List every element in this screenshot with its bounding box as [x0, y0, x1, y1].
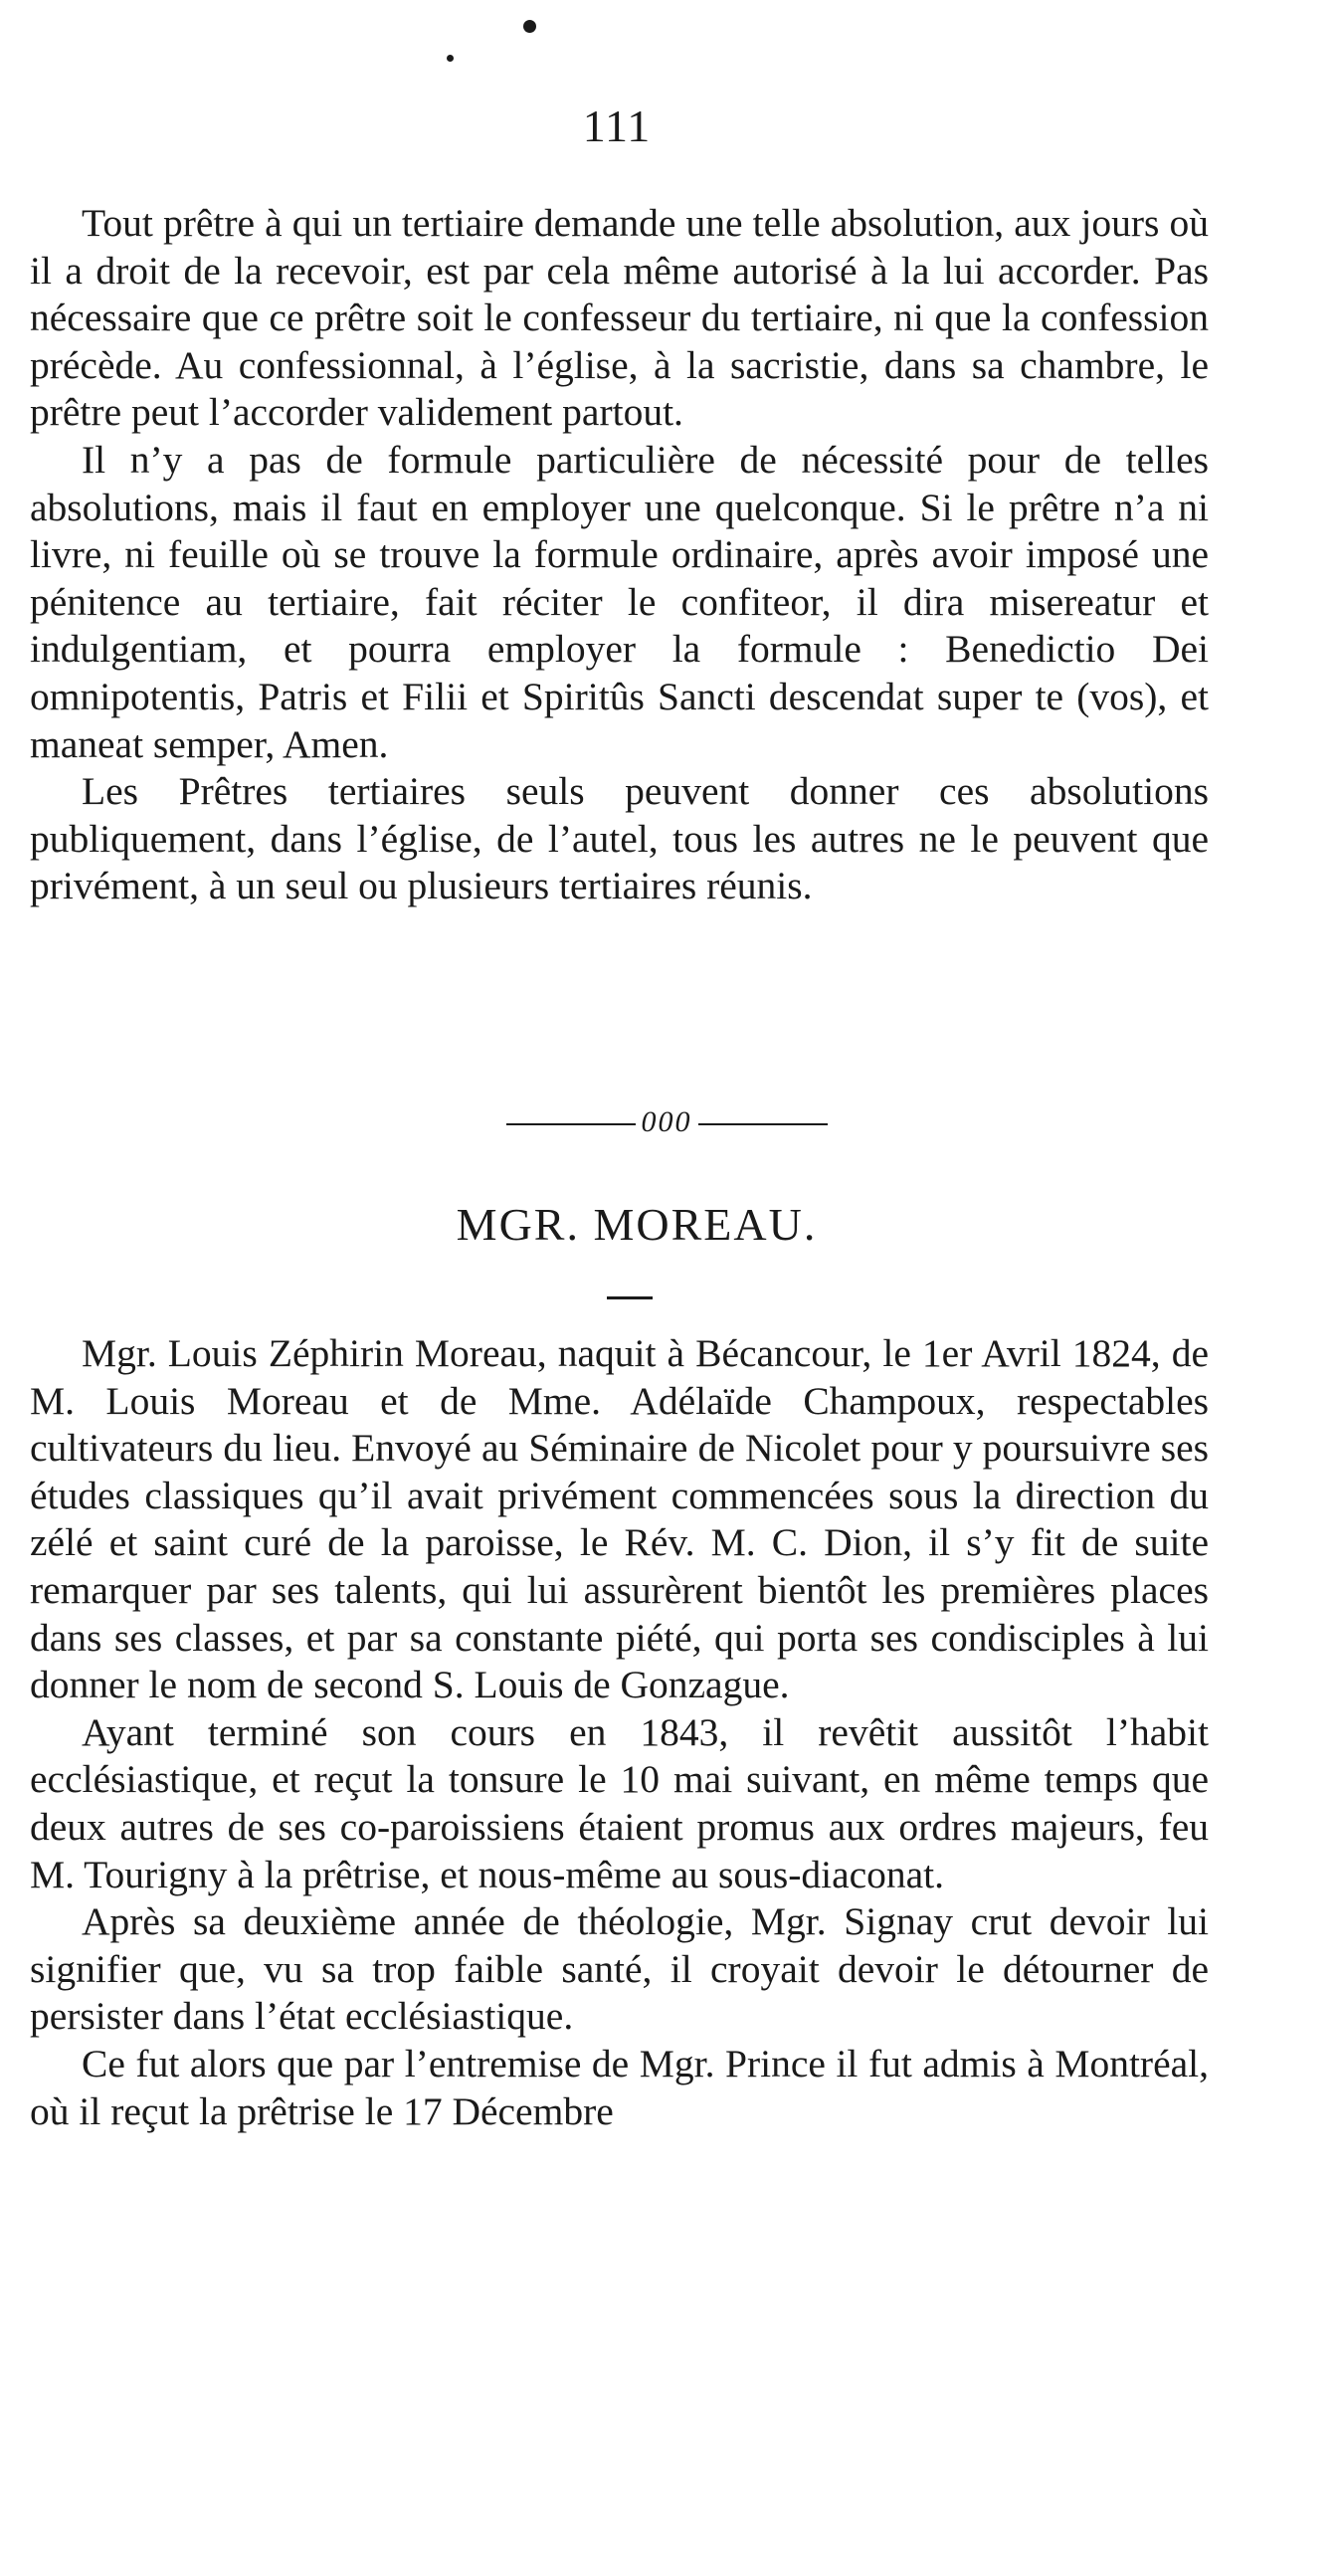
title-underline-rule [607, 1296, 653, 1299]
paragraph: Ayant terminé son cours en 1843, il revêtit aussitôt l’habit ecclésiastique, et reçut la tonsure le 10 mai suivant, en même temps que deux autres de ses co-paroissiens étaient promus aux ordres majeurs, feu M. Tourigny à la prêtrise, et nous-même au sous-diaconat. [30, 1709, 1209, 1896]
separator-rule-right [698, 1123, 828, 1125]
page-number: 111 [582, 100, 652, 151]
ink-dot-mark [523, 20, 536, 33]
paragraph: Ce fut alors que par l’entremise de Mgr. Prince il fut admis à Montréal, où il reçut la prêtrise le 17 Décembre [30, 2041, 1209, 2133]
ink-dot-mark-small [447, 55, 454, 62]
section-title: MGR. MOREAU. [456, 1199, 818, 1250]
paragraph: Les Prêtres tertiaires seuls peuvent donner ces absolutions publiquement, dans l’église, de l’autel, tous les autres ne le peuvent que privément, à un seul ou plusieurs tertiaires réunis. [30, 769, 1209, 908]
paragraph: Après sa deuxième année de théologie, Mgr. Signay crut devoir lui signifier que, vu sa trop faible santé, il croyait devoir le détourner de persister dans l’état ecclésiastique. [30, 1899, 1209, 2039]
separator-rule-left [506, 1123, 636, 1125]
separator-label: 000 [641, 1105, 692, 1138]
paragraph: Tout prêtre à qui un tertiaire demande une telle absolution, aux jours où il a droit de la recevoir, est par cela même autorisé à la lui accorder. Pas nécessaire que ce prêtre soit le confesseur du tertiaire, ni que la confession précède. Au confessionnal, à l’église, à la sacristie, dans sa chambre, le prêtre peut l’accorder validement partout. [30, 201, 1209, 435]
absolution-section [30, 200, 1209, 910]
paragraph: Mgr. Louis Zéphirin Moreau, naquit à Bécancour, le 1er Avril 1824, de M. Louis Moreau et de Mme. Adélaïde Champoux, respectables cultivateurs du lieu. Envoyé au Séminaire de Nicolet pour y poursuivre ses études classiques qu’il avait privément commencées sous la direction du zélé et saint curé de la paroisse, le Rév. M. C. Dion, il s’y fit de suite remarquer par ses talents, qui lui assurèrent bientôt les premières places dans ses classes, et par sa constante piété, qui porta ses condisciples à lui donner le nom de second S. Louis de Gonzague. [30, 1331, 1209, 1707]
biography-section [30, 1330, 1209, 2135]
section-separator [458, 1105, 875, 1139]
paragraph: Il n’y a pas de formule particulière de nécessité pour de telles absolutions, mais il faut en employer une quelconque. Si le prêtre n’a ni livre, ni feuille où se trouve la formule ordinaire, après avoir imposé une pénitence au tertiaire, fait réciter le confiteor, il dira misereatur et indulgentiam, et pourra employer la formule : Benedictio Dei omnipotentis, Patris et Filii et Spiritûs Sancti descendat super te (vos), et maneat semper, Amen. [30, 437, 1209, 766]
